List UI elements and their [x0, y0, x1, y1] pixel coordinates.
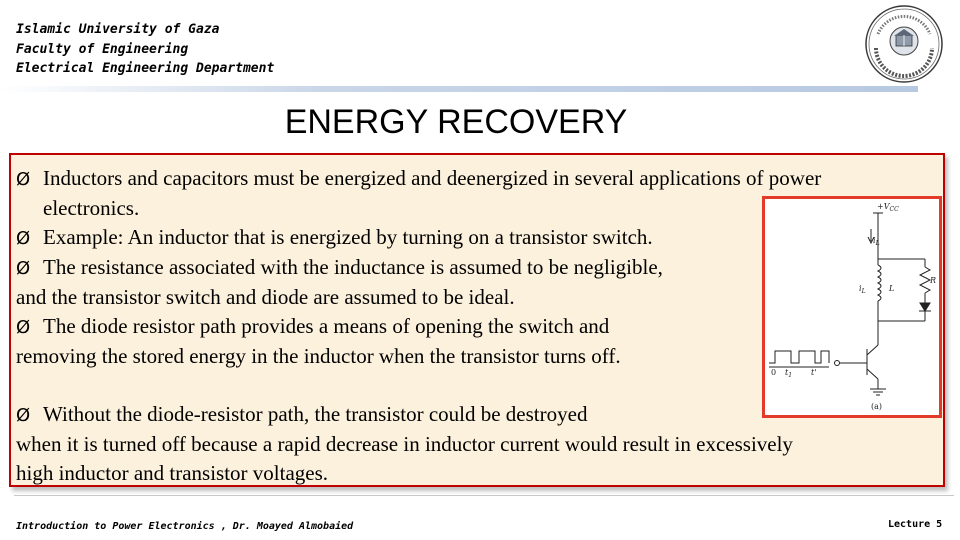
- paragraph-text: Inductors and capacitors must be energized and deenergized in several applications of power: [43, 166, 822, 190]
- inductor-current-label: i: [859, 284, 862, 293]
- time-t1-label: t: [785, 368, 789, 377]
- paragraph-text: The diode resistor path provides a means of opening the switch and: [43, 314, 610, 338]
- time-t1-subscript: 1: [788, 372, 793, 379]
- paragraph-continuation: and the transistor switch and diode are assumed to be ideal.: [16, 285, 515, 309]
- header-divider: [0, 86, 918, 92]
- svg-text:+VCC: [877, 202, 899, 213]
- bullet-arrow-icon: Ø: [16, 317, 31, 338]
- svg-text:iL: [873, 236, 880, 247]
- svg-text:iL: [859, 284, 866, 295]
- inductor-symbol: [878, 265, 881, 301]
- inductor-current-subscript: L: [861, 288, 866, 295]
- current-label: i: [873, 236, 876, 245]
- paragraph-continuation: removing the stored energy in the inductor when the transistor turns off.: [16, 344, 621, 368]
- header-university: Islamic University of Gaza: [16, 22, 220, 37]
- paragraph-text: Example: An inductor that is energized by turning on a transistor switch.: [43, 225, 653, 249]
- footer-lecture: Lecture 5: [888, 519, 943, 530]
- current-subscript: L: [875, 240, 880, 247]
- time-zero-label: 0: [771, 368, 777, 377]
- time-t-label: t': [811, 368, 817, 377]
- bullet-arrow-icon: Ø: [16, 258, 31, 279]
- university-seal-icon: [864, 4, 944, 84]
- header-faculty: Faculty of Engineering: [16, 41, 189, 57]
- slide-title: ENERGY RECOVERY: [284, 103, 628, 141]
- footer-divider: [14, 495, 954, 496]
- paragraph-text: Without the diode-resistor path, the transistor could be destroyed: [43, 402, 588, 426]
- bullet-arrow-icon: Ø: [16, 405, 31, 426]
- paragraph-continuation: high inductor and transistor voltages.: [16, 461, 329, 485]
- inductor-label: L: [889, 284, 895, 293]
- vcc-subscript: CC: [889, 206, 899, 213]
- circuit-figure: [762, 196, 942, 418]
- pulse-waveform: [769, 351, 829, 363]
- header-department: Electrical Engineering Department: [16, 61, 275, 76]
- bullet-arrow-icon: Ø: [16, 228, 31, 249]
- vcc-label: +V: [877, 202, 890, 211]
- diode-symbol: [920, 303, 930, 311]
- university-header: [16, 20, 274, 79]
- bullet-arrow-icon: Ø: [16, 169, 31, 190]
- circuit-diagram: [765, 199, 939, 415]
- paragraph-text: The resistance associated with the inductance is assumed to be negligible,: [43, 255, 663, 279]
- svg-text:t1: [785, 368, 792, 379]
- resistor-label: R: [930, 276, 937, 285]
- footer-course: Introduction to Power Electronics , Dr. Moayed Almobaied: [16, 521, 354, 532]
- bullet-line: [16, 164, 946, 194]
- paragraph-continuation: when it is turned off because a rapid decrease in inductor current would result in excessively: [16, 432, 793, 456]
- figure-caption: (a): [871, 402, 883, 411]
- resistor-symbol: [920, 267, 930, 293]
- paragraph-continuation: electronics.: [43, 196, 140, 220]
